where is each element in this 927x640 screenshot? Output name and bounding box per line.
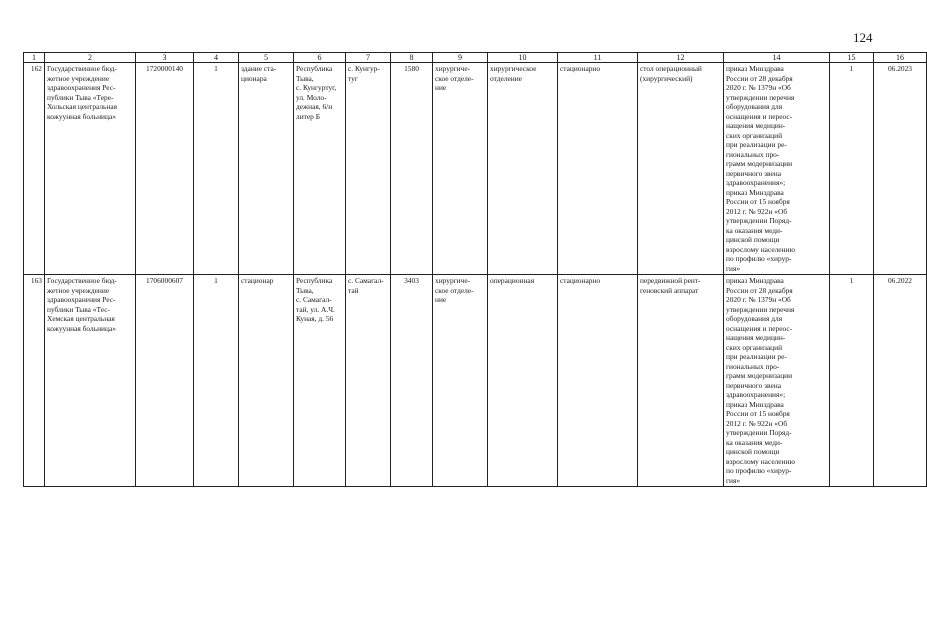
column-number: 1	[24, 53, 45, 63]
row-number: 163	[24, 275, 45, 487]
row-number: 162	[24, 63, 45, 275]
column-number: 5	[239, 53, 294, 63]
address: Республика Тыва, с. Самагал- тай, ул. А.Ч. Куная, д. 56	[294, 275, 346, 487]
cell-column-8: 1580	[391, 63, 433, 275]
building-type: здание ста- ционара	[239, 63, 294, 275]
column-number: 10	[488, 53, 558, 63]
cell-column-4: 1	[194, 63, 239, 275]
date: 06.2023	[874, 63, 927, 275]
column-number-row	[24, 53, 927, 63]
legal-basis: приказ Минздрава России от 28 декабря 2020 г. № 1379н «Об утверждении перечня оборудования для оснащения и переос- нащения медицин- ских организаций при реализации ре- гиональных про- грамм модернизации первичного звена здравоохранения»; приказ Минздрава России от 15 ноября 2012 г. № 922н «Об утверждении Поряд- ка оказания меди- цинской помощи взрослому населению по профилю «хирур- гия»	[724, 275, 830, 487]
column-number: 16	[874, 53, 927, 63]
legal-basis: приказ Минздрава России от 28 декабря 2020 г. № 1379н «Об утверждении перечня оборудования для оснащения и переос- нащения медицин- ских организаций при реализации ре- гиональных про- грамм модернизации первичного звена здравоохранения»; приказ Минздрава России от 15 ноября 2012 г. № 922н «Об утверждении Поряд- ка оказания меди- цинской помощи взрослому населению по профилю «хирур- гия»	[724, 63, 830, 275]
column-number: 6	[294, 53, 346, 63]
page-number: 124	[853, 30, 873, 45]
department: хирургиче- ское отделе- ние	[433, 63, 488, 275]
cell-column-8: 3403	[391, 275, 433, 487]
cell-column-4: 1	[194, 275, 239, 487]
column-number: 3	[136, 53, 194, 63]
care-mode: стационарно	[558, 275, 638, 487]
organization-code: 1706000607	[136, 275, 194, 487]
quantity: 1	[830, 63, 874, 275]
locality: с. Самагал- тай	[346, 275, 391, 487]
equipment-name: стол операционный (хирургический)	[638, 63, 724, 275]
unit: хирургическое отделение	[488, 63, 558, 275]
column-number: 9	[433, 53, 488, 63]
quantity: 1	[830, 275, 874, 487]
column-number: 15	[830, 53, 874, 63]
column-number: 7	[346, 53, 391, 63]
organization-code: 1720000140	[136, 63, 194, 275]
table-row	[24, 63, 927, 275]
column-number: 12	[638, 53, 724, 63]
column-number: 14	[724, 53, 830, 63]
locality: с. Кунгур- туг	[346, 63, 391, 275]
column-number: 4	[194, 53, 239, 63]
date: 06.2022	[874, 275, 927, 487]
equipment-name: передвижной рент- геновский аппарат	[638, 275, 724, 487]
address: Республика Тыва, с. Кунгуртуг, ул. Моло- дежная, 6/н литер Б	[294, 63, 346, 275]
column-number: 11	[558, 53, 638, 63]
care-mode: стационарно	[558, 63, 638, 275]
building-type: стационар	[239, 275, 294, 487]
department: хирургиче- ское отделе- ние	[433, 275, 488, 487]
column-number: 8	[391, 53, 433, 63]
column-number: 2	[45, 53, 136, 63]
organization-name: Государственное бюд- жетное учреждение здравоохранения Рес- публики Тыва «Тес- Хемская центральная кожуунная больница»	[45, 275, 136, 487]
table-row	[24, 275, 927, 487]
organization-name: Государственное бюд- жетное учреждение здравоохранения Рес- публики Тыва «Тере- Хольская центральная кожуунная больница»	[45, 63, 136, 275]
register-table	[23, 52, 927, 487]
unit: операционная	[488, 275, 558, 487]
